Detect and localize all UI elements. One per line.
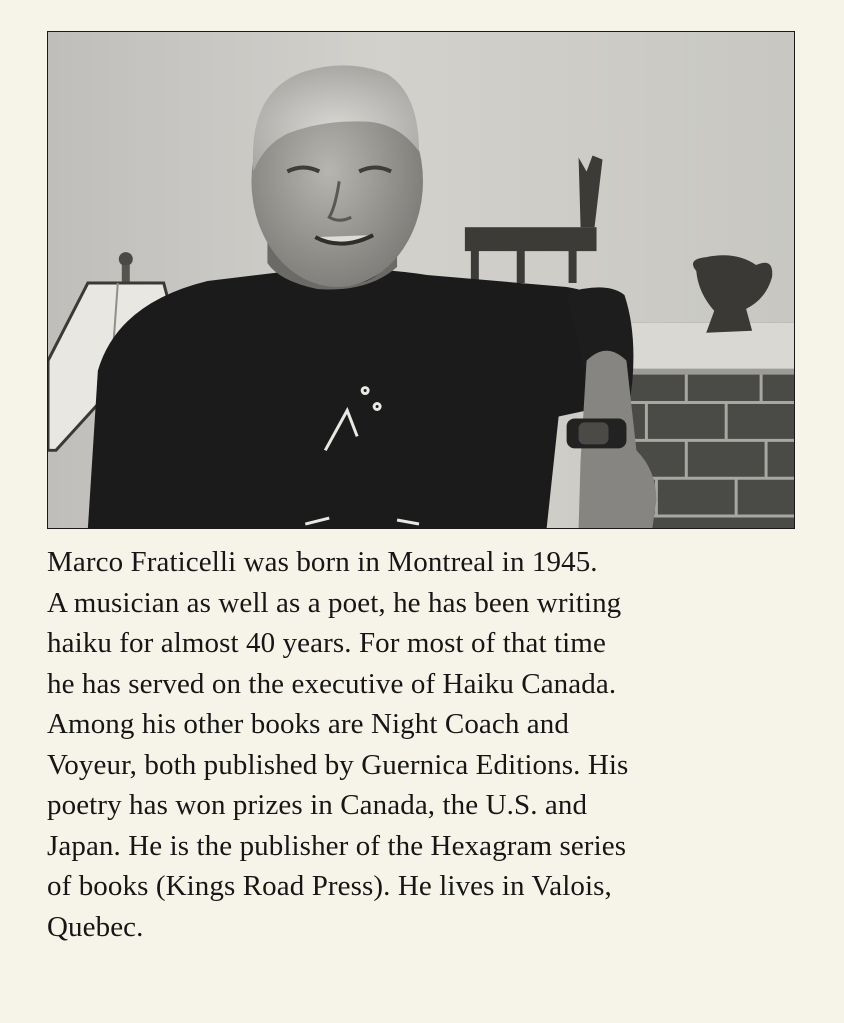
author-photo-image	[48, 32, 794, 528]
bio-line: haiku for almost 40 years. For most of that time	[47, 627, 606, 659]
bio-line: of books (Kings Road Press). He lives in Valois,	[47, 870, 612, 902]
bio-line: Japan. He is the publisher of the Hexagram series	[47, 829, 627, 862]
author-bio	[47, 542, 807, 947]
author-photo	[47, 31, 795, 529]
bio-line: Voyeur, both published by Guernica Editions. His	[47, 748, 629, 781]
bio-line: A musician as well as a poet, he has been writing	[47, 586, 622, 619]
bio-line: he has served on the executive of Haiku Canada.	[47, 667, 617, 700]
bio-line: poetry has won prizes in Canada, the U.S. and	[47, 789, 588, 821]
bio-line: Quebec.	[47, 910, 144, 943]
bio-line: Marco Fraticelli was born in Montreal in 1945.	[47, 546, 598, 578]
bio-line: Among his other books are Night Coach and	[47, 708, 569, 740]
